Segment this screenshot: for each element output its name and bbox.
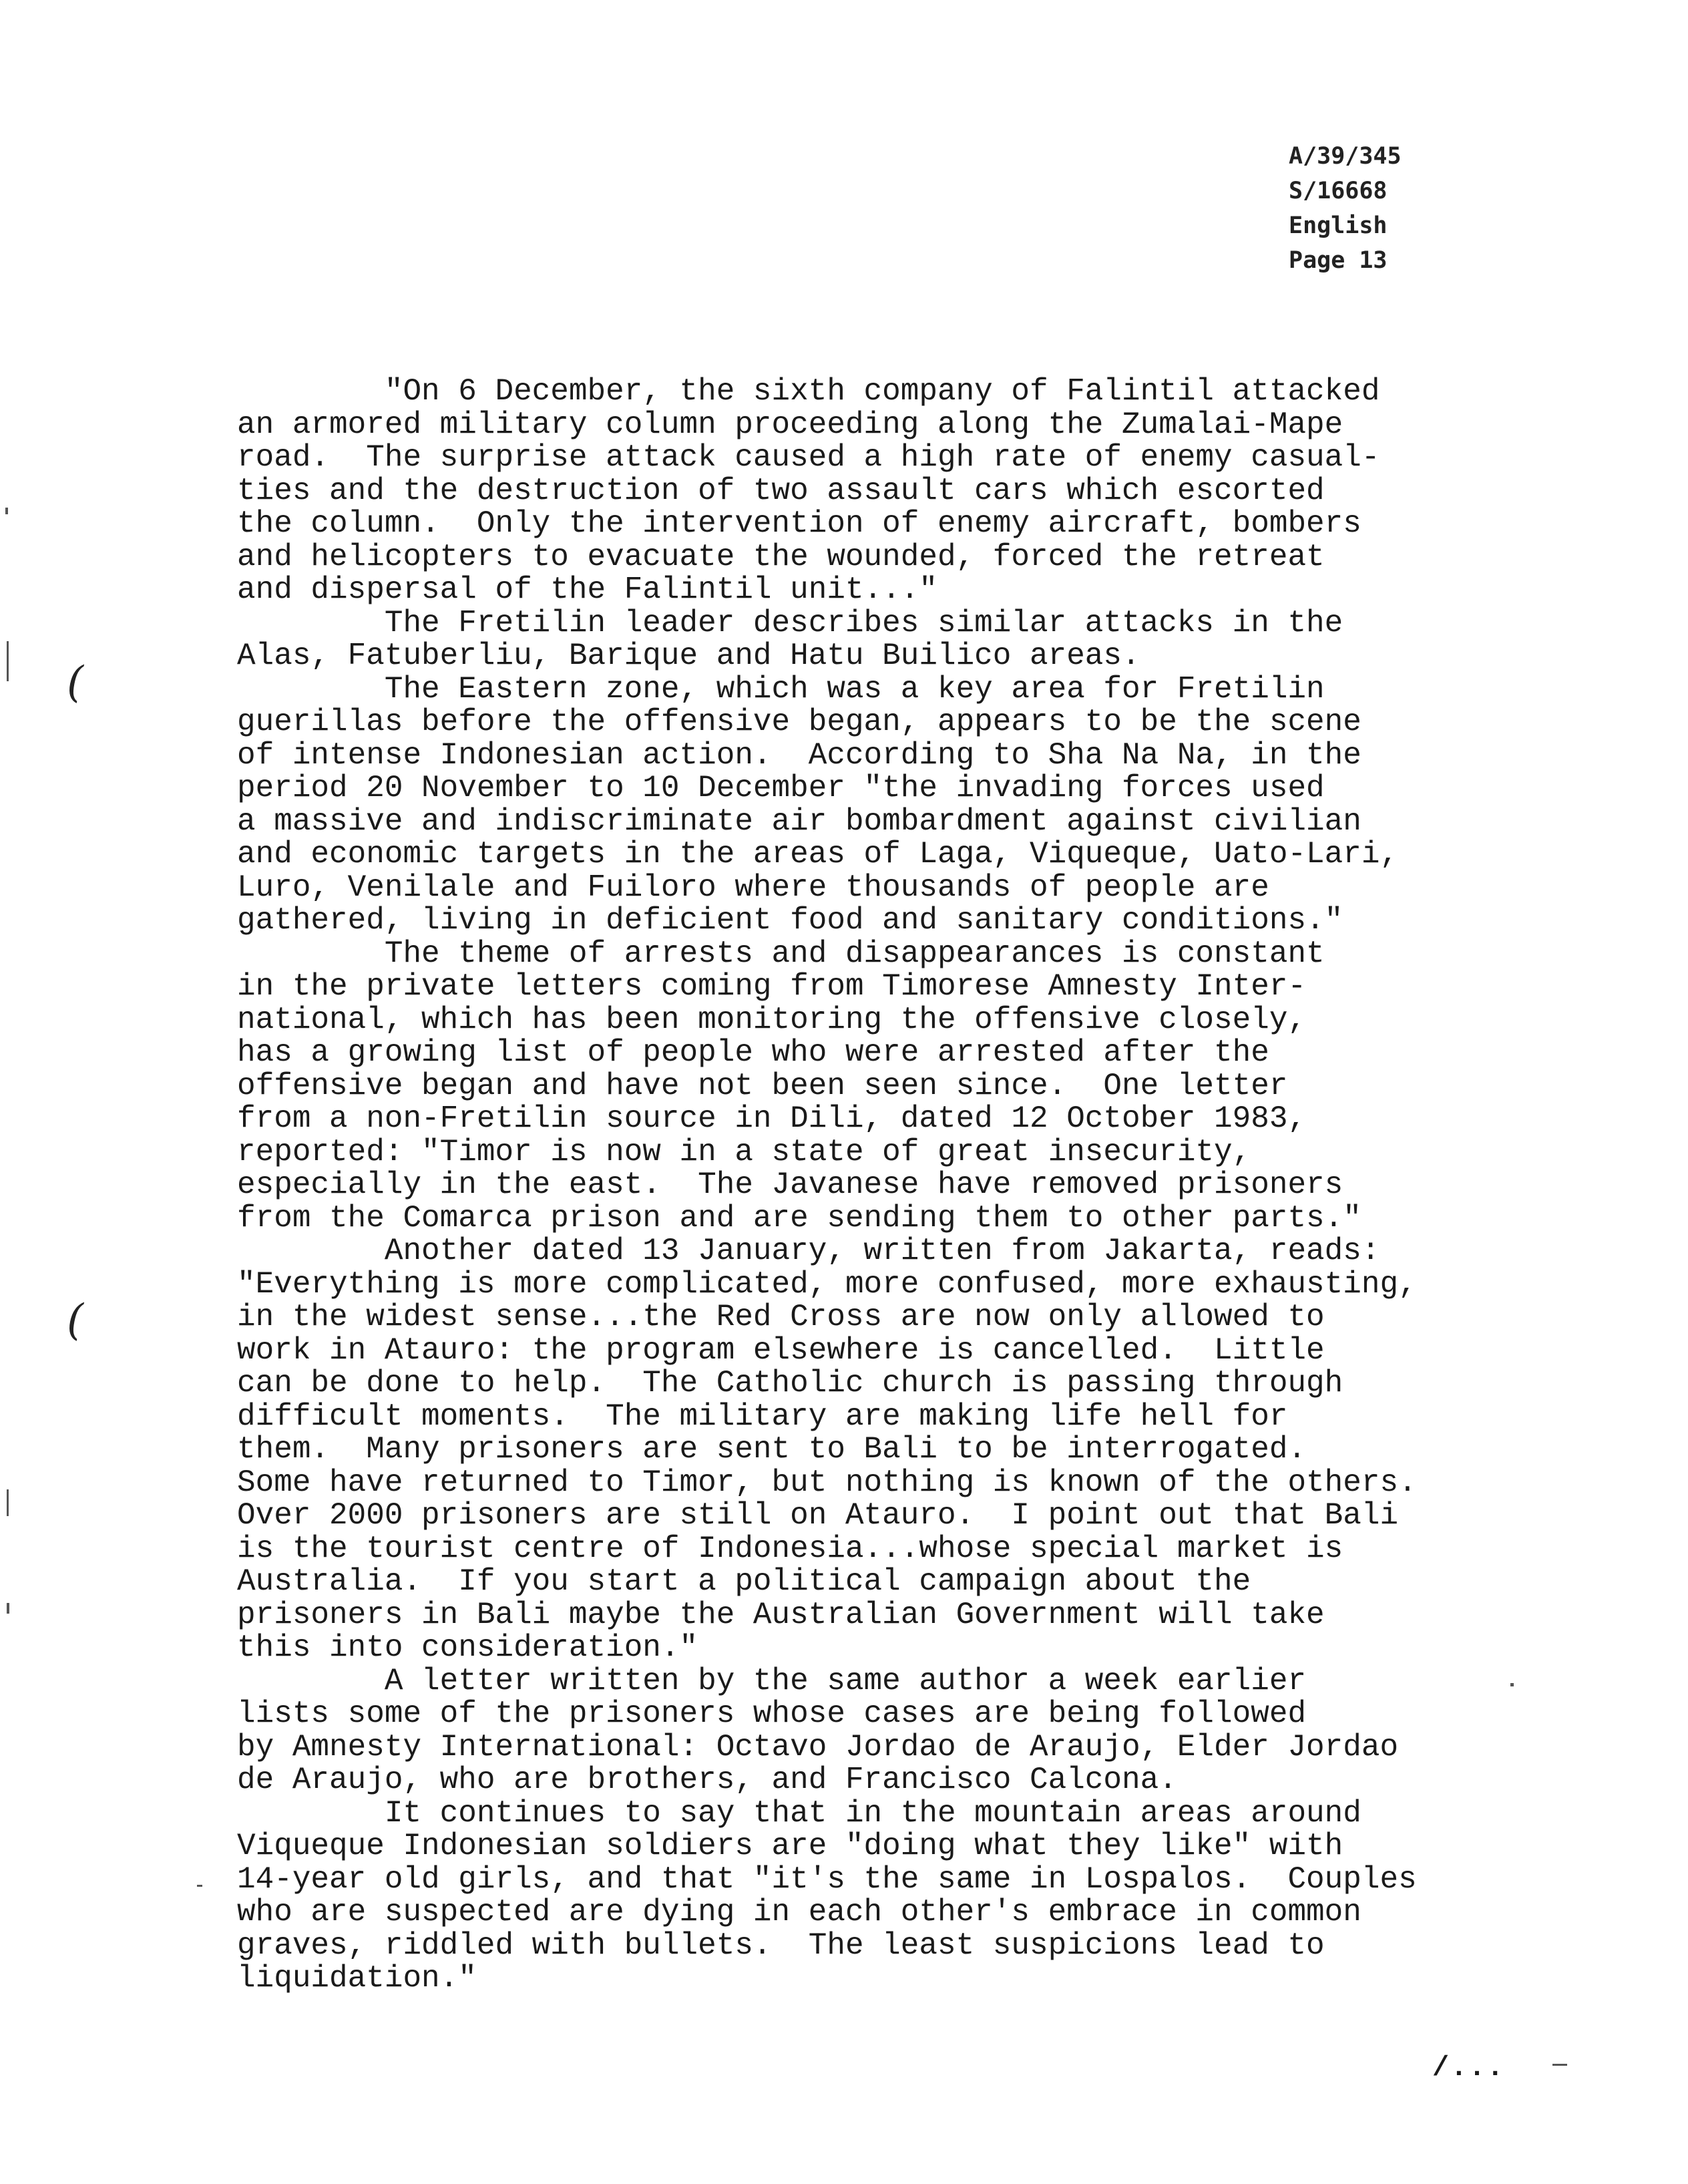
body-text bbox=[237, 375, 1572, 1996]
text-line: by Amnesty International: Octavo Jordao de Araujo, Elder Jordao bbox=[237, 1729, 1399, 1765]
text-line: road. The surprise attack caused a high rate of enemy casual- bbox=[237, 440, 1380, 475]
text-line: "Everything is more complicated, more confused, more exhausting, bbox=[237, 1266, 1417, 1302]
text-line: Over 2000 prisoners are still on Atauro. I point out that Bali bbox=[237, 1498, 1399, 1533]
text-line: A letter written by the same author a week earlier bbox=[237, 1663, 1307, 1698]
text-line: reported: "Timor is now in a state of great insecurity, bbox=[237, 1134, 1251, 1169]
text-line: The theme of arrests and disappearances is constant bbox=[237, 936, 1325, 971]
text-line: national, which has been monitoring the offensive closely, bbox=[237, 1002, 1307, 1037]
scan-speck bbox=[197, 1885, 202, 1887]
text-line: Some have returned to Timor, but nothing is known of the others. bbox=[237, 1465, 1417, 1500]
text-line: ties and the destruction of two assault cars which escorted bbox=[237, 473, 1325, 508]
text-line: 14-year old girls, and that "it's the same in Lospalos. Couples bbox=[237, 1861, 1417, 1897]
document-header bbox=[1289, 139, 1402, 278]
text-line: this into consideration." bbox=[237, 1630, 698, 1665]
text-line: Luro, Venilale and Fuiloro where thousands of people are bbox=[237, 870, 1269, 905]
text-line: The Fretilin leader describes similar attacks in the bbox=[237, 605, 1343, 641]
text-line: guerillas before the offensive began, appears to be the scene bbox=[237, 705, 1361, 739]
text-line: is the tourist centre of Indonesia...whose special market is bbox=[237, 1531, 1343, 1566]
text-line: lists some of the prisoners whose cases are being followed bbox=[237, 1696, 1307, 1731]
scan-speck bbox=[1552, 2064, 1567, 2066]
text-line: who are suspected are dying in each other's embrace in common bbox=[237, 1895, 1361, 1930]
text-line: liquidation." bbox=[237, 1961, 477, 1996]
text-line: Australia. If you start a political campaign about the bbox=[237, 1564, 1251, 1599]
margin-bracket-mark: ( bbox=[67, 658, 83, 707]
document-language: English bbox=[1289, 212, 1388, 239]
document-symbol-s: S/16668 bbox=[1289, 178, 1388, 204]
text-line: work in Atauro: the program elsewhere is cancelled. Little bbox=[237, 1332, 1325, 1368]
text-line: prisoners in Bali maybe the Australian Government will take bbox=[237, 1597, 1325, 1632]
text-line: and economic targets in the areas of Laga, Viqueque, Uato-Lari, bbox=[237, 837, 1399, 872]
text-line: offensive began and have not been seen since. One letter bbox=[237, 1068, 1288, 1103]
text-line: gathered, living in deficient food and sanitary conditions." bbox=[237, 903, 1343, 938]
text-line: difficult moments. The military are making life hell for bbox=[237, 1399, 1288, 1434]
text-line: and helicopters to evacuate the wounded, forced the retreat bbox=[237, 539, 1325, 574]
text-line: an armored military column proceeding along the Zumalai-Mape bbox=[237, 407, 1343, 442]
scan-speck bbox=[7, 1489, 9, 1516]
text-line: especially in the east. The Javanese have removed prisoners bbox=[237, 1167, 1343, 1202]
text-line: Alas, Fatuberliu, Barique and Hatu Builico areas. bbox=[237, 639, 1140, 673]
text-line: in the widest sense...the Red Cross are now only allowed to bbox=[237, 1300, 1325, 1334]
text-line: de Araujo, who are brothers, and Francisco Calcona. bbox=[237, 1763, 1177, 1797]
document-symbol-a: A/39/345 bbox=[1289, 143, 1402, 170]
text-line: and dispersal of the Falintil unit..." bbox=[237, 572, 937, 607]
text-line: of intense Indonesian action. According to Sha Na Na, in the bbox=[237, 737, 1361, 773]
text-line: from the Comarca prison and are sending them to other parts." bbox=[237, 1200, 1361, 1236]
text-line: can be done to help. The Catholic church is passing through bbox=[237, 1366, 1343, 1401]
page-number: Page 13 bbox=[1289, 247, 1388, 274]
scan-speck bbox=[7, 1603, 9, 1614]
scan-speck bbox=[7, 641, 9, 681]
text-line: period 20 November to 10 December "the invading forces used bbox=[237, 771, 1325, 805]
text-line: Another dated 13 January, written from Jakarta, reads: bbox=[237, 1234, 1380, 1268]
text-line: "On 6 December, the sixth company of Falintil attacked bbox=[237, 374, 1380, 409]
text-line: them. Many prisoners are sent to Bali to be interrogated. bbox=[237, 1432, 1307, 1467]
scan-speck bbox=[5, 508, 8, 514]
text-line: in the private letters coming from Timorese Amnesty Inter- bbox=[237, 969, 1307, 1004]
text-line: from a non-Fretilin source in Dili, dated 12 October 1983, bbox=[237, 1101, 1307, 1136]
text-line: It continues to say that in the mountain areas around bbox=[237, 1795, 1361, 1831]
scan-speck bbox=[1510, 1683, 1514, 1686]
continuation-mark: /... bbox=[1432, 2052, 1505, 2084]
text-line: the column. Only the intervention of enemy aircraft, bombers bbox=[237, 506, 1361, 541]
text-line: graves, riddled with bullets. The least suspicions lead to bbox=[237, 1928, 1325, 1963]
text-line: The Eastern zone, which was a key area for Fretilin bbox=[237, 671, 1325, 707]
text-line: has a growing list of people who were arrested after the bbox=[237, 1035, 1269, 1070]
text-line: a massive and indiscriminate air bombardment against civilian bbox=[237, 803, 1361, 839]
margin-bracket-mark: ( bbox=[67, 1296, 83, 1345]
text-line: Viqueque Indonesian soldiers are "doing what they like" with bbox=[237, 1829, 1343, 1863]
